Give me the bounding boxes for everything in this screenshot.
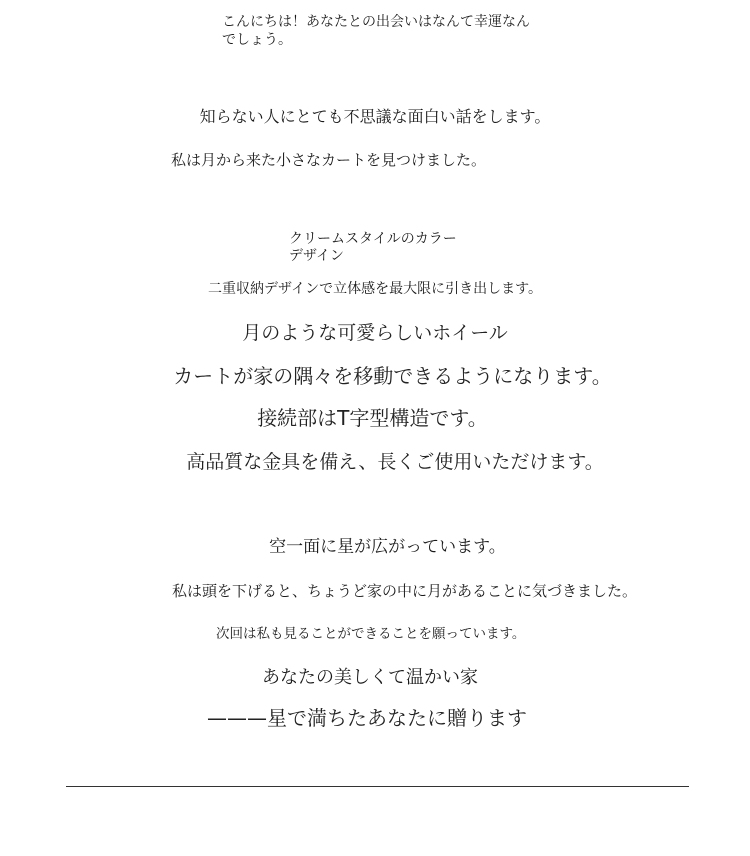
t-joint-text: 接続部はT字型構造です。 [257,406,488,430]
dedication-text: ———星で満ちたあなたに贈ります [207,706,527,730]
greeting-text: こんにちは！あなたとの出会いはなんて幸運なんでしょう。 [222,14,530,48]
next-time-text: 次回は私も見ることができることを願っています。 [216,626,526,642]
cream-style-text: クリームスタイルのカラーデザイン [289,231,457,264]
warm-home-text: あなたの美しくて温かい家 [262,667,478,688]
look-down-text: 私は頭を下げると、ちょうど家の中に月があることに気づきました。 [172,582,638,600]
bottom-divider [66,786,689,787]
move-text: カートが家の隅々を移動できるようになります。 [173,364,612,388]
metal-fittings-text: 高品質な金具を備え、長くご使用いただけます。 [186,451,604,473]
double-storage-text: 二重収納デザインで立体感を最大限に引き出します。 [208,281,542,297]
wheel-text: 月のような可愛らしいホイール [242,322,508,344]
stars-text: 空一面に星が広がっています。 [269,537,506,557]
moon-cart-text: 私は月から来た小さなカートを見つけました。 [171,151,487,169]
mystery-story-text: 知らない人にとても不思議な面白い話をします。 [199,107,551,126]
